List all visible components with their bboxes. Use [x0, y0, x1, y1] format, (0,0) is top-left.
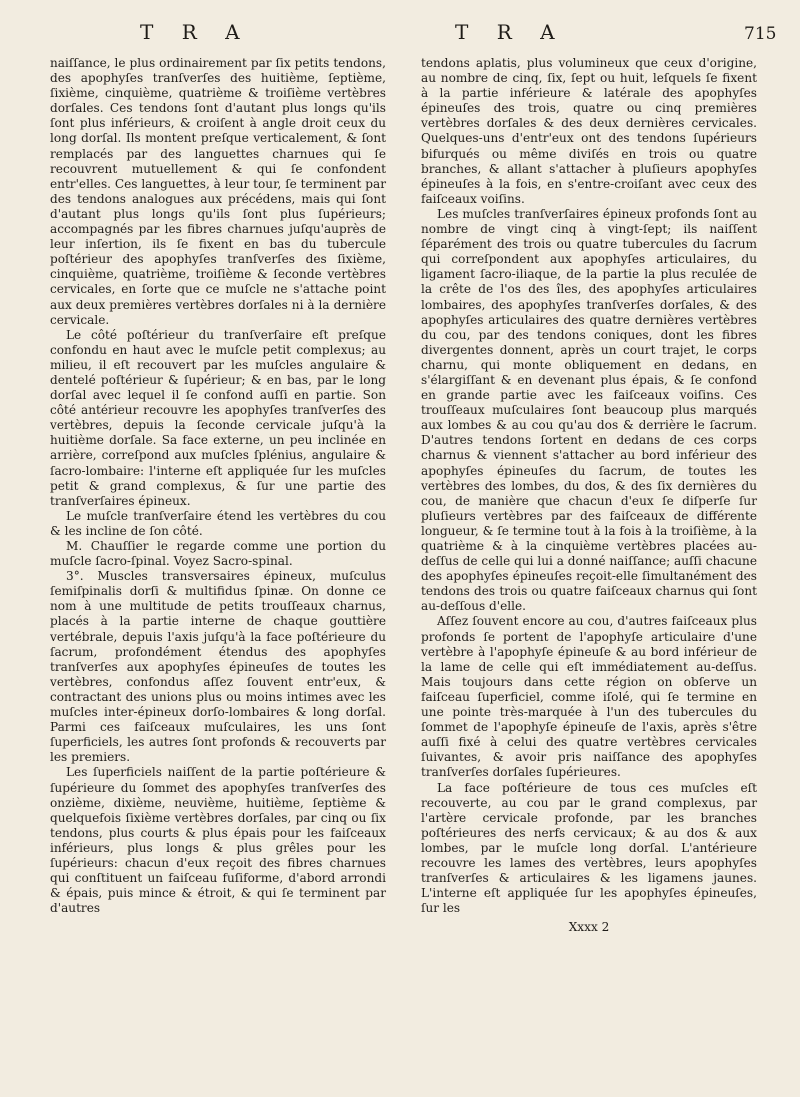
paragraph: Le muſcle tranſverſaire étend les vertèbres du cou & les incline de ſon côté.: [50, 508, 386, 538]
running-head-right: T R A: [455, 20, 566, 44]
paragraph: Aſſez ſouvent encore au cou, d'autres faiſceaux plus profonds ſe portent de l'apophyſe articulaire d'une vertèbre à l'apophyſe épineuſe & au bord inférieur de la lame de celle qui eſt immédiatement au-deſſus. Mais toujours dans cette région on obſerve un faiſceau ſuperficiel, comme iſolé, qui ſe termine en une pointe très-marquée à l'un des tubercules du ſommet de l'apophyſe épineuſe de l'axis, après s'être auſſi fixé à celui des quatre vertèbres cervicales ſuivantes, & avoir pris naiſſance des apophyſes tranſverſes dorſales ſupérieures.: [421, 614, 757, 780]
left-column: [50, 56, 386, 916]
running-head-left: T R A: [140, 20, 251, 44]
paragraph: La face poſtérieure de tous ces muſcles eſt recouverte, au cou par le grand complexus, par l'artère cervicale profonde, par les branches poſtérieures des nerfs cervicaux; & au dos & aux lombes, par le muſcle long dorſal. L'antérieure recouvre les lames des vertèbres, leurs apophyſes tranſverſes & articulaires & les ligamens jaunes. L'interne eſt appliquée ſur les apophyſes épineuſes, ſur les: [421, 780, 757, 916]
page-number: 715: [744, 24, 777, 44]
running-header: [0, 20, 800, 48]
right-column: [421, 56, 757, 935]
paragraph: Les muſcles tranſverſaires épineux profonds ſont au nombre de vingt cinq à vingt-ſept; ils naiſſent ſéparément des trois ou quatre tubercules du ſacrum qui correſpondent aux apophyſes articulaires, du ligament ſacro-iliaque, de la partie la plus reculée de la crête de l'os des îles, des apophyſes articulaires lombaires, des apophyſes tranſverſes dorſales, & des apophyſes articulaires des quatre dernières vertèbres du cou, par des tendons coniques, dont les fibres divergentes donnent, après un court trajet, le corps charnu, qui monte obliquement en dedans, en s'élargiſſant & en devenant plus épais, & ſe confond en grande partie avec les faiſceaux voiſins. Ces trouſſeaux muſculaires ſont beaucoup plus marqués aux lombes & au cou qu'au dos & derrière le ſacrum. D'autres tendons ſortent en dedans de ces corps charnus & viennent s'attacher au bord inférieur des apophyſes épineuſes du ſacrum, de toutes les vertèbres des lombes, du dos, & des ſix dernières du cou, de manière que chacun d'eux ſe diſperſe ſur pluſieurs vertèbres par des faiſceaux de différente longueur, & ſe termine tout à la fois à la troiſième, à la quatrième & à la cinquième vertèbres placées au-deſſus de celle qui lui a donné naiſſance; auſſi chacune des apophyſes épineuſes reçoit-elle ſimultanément des tendons des trois ou quatre faiſceaux charnus qui ſont au-deſſous d'elle.: [421, 206, 757, 614]
paragraph: Le côté poſtérieur du tranſverſaire eſt preſque confondu en haut avec le muſcle petit complexus; au milieu, il eſt recouvert par les muſcles angulaire & dentelé poſtérieur & ſupérieur; & en bas, par le long dorſal avec lequel il ſe confond auſſi en partie. Son côté antérieur recouvre les apophyſes tranſverſes des vertèbres, depuis la ſeconde cervicale juſqu'à la huitième dorſale. Sa face externe, un peu inclinée en arrière, correſpond aux muſcles ſplénius, angulaire & ſacro-lombaire: l'interne eſt appliquée ſur les muſcles petit & grand complexus, & ſur une partie des tranſverſaires épineux.: [50, 327, 386, 508]
paragraph: naiſſance, le plus ordinairement par ſix petits tendons, des apophyſes tranſverſes des huitième, ſeptième, ſixième, cinquième, quatrième & troiſième vertèbres dorſales. Ces tendons ſont d'autant plus longs qu'ils ſont plus inférieurs, & croiſent à angle droit ceux du long dorſal. Ils montent preſque verticalement, & ſont remplacés par des languettes charnues qui ſe recouvrent mutuellement & qui ſe confondent entr'elles. Ces languettes, à leur tour, ſe terminent par des tendons analogues aux précédens, mais qui ſont d'autant plus longs qu'ils ſont plus ſupérieurs; accompagnés par les fibres charnues juſqu'auprès de leur inſertion, ils ſe fixent en bas du tubercule poſtérieur des apophyſes tranſverſes des ſixième, cinquième, quatrième, troiſième & ſeconde vertèbres cervicales, en ſorte que ce muſcle ne s'attache point aux deux premières vertèbres dorſales ni à la dernière cervicale.: [50, 56, 386, 327]
paragraph: tendons aplatis, plus volumineux que ceux d'origine, au nombre de cinq, ſix, ſept ou huit, leſquels ſe fixent à la partie inférieure & latérale des apophyſes épineuſes des trois, quatre ou cinq premières vertèbres dorſales & des deux dernières cervicales. Quelques-uns d'entr'eux ont des tendons ſupérieurs bifurqués ou même diviſés en trois ou quatre branches, & allant s'attacher à pluſieurs apophyſes épineuſes à la fois, en s'entre-croiſant avec ceux des faiſceaux voiſins.: [421, 56, 757, 206]
section-paragraph: 3°. Muscles transversaires épineux, muſculus ſemiſpinalis dorſi & multifidus ſpinæ. On donne ce nom à une multitude de petits trouſſeaux charnus, placés à la partie interne de chaque gouttière vertébrale, depuis l'axis juſqu'à la face poſtérieure du ſacrum, profondément étendus des apophyſes tranſverſes aux apophyſes épineuſes de toutes les vertèbres, confondus aſſez ſouvent entr'eux, & contractant des unions plus ou moins intimes avec les muſcles inter-épineux dorſo-lombaires & long dorſal. Parmi ces faiſceaux muſculaires, les uns ſont ſuperficiels, les autres ſont profonds & recouverts par les premiers.: [50, 569, 386, 765]
paragraph: Les ſuperficiels naiſſent de la partie poſtérieure & ſupérieure du ſommet des apophyſes tranſverſes des onzième, dixième, neuvième, huitième, ſeptième & quelquefois ſixième vertèbres dorſales, par cinq ou ſix tendons, plus courts & plus épais pour les faiſceaux inférieurs, plus longs & plus grêles pour les ſupérieurs: chacun d'eux reçoit des fibres charnues qui conſtituent un faiſceau fuſiforme, d'abord arrondi & épais, puis mince & étroit, & qui ſe terminent par d'autres: [50, 765, 386, 916]
signature-mark: Xxxx 2: [568, 920, 610, 935]
paragraph: M. Chauſſier le regarde comme une portion du muſcle ſacro-ſpinal. Voyez Sacro-spinal.: [50, 539, 386, 569]
